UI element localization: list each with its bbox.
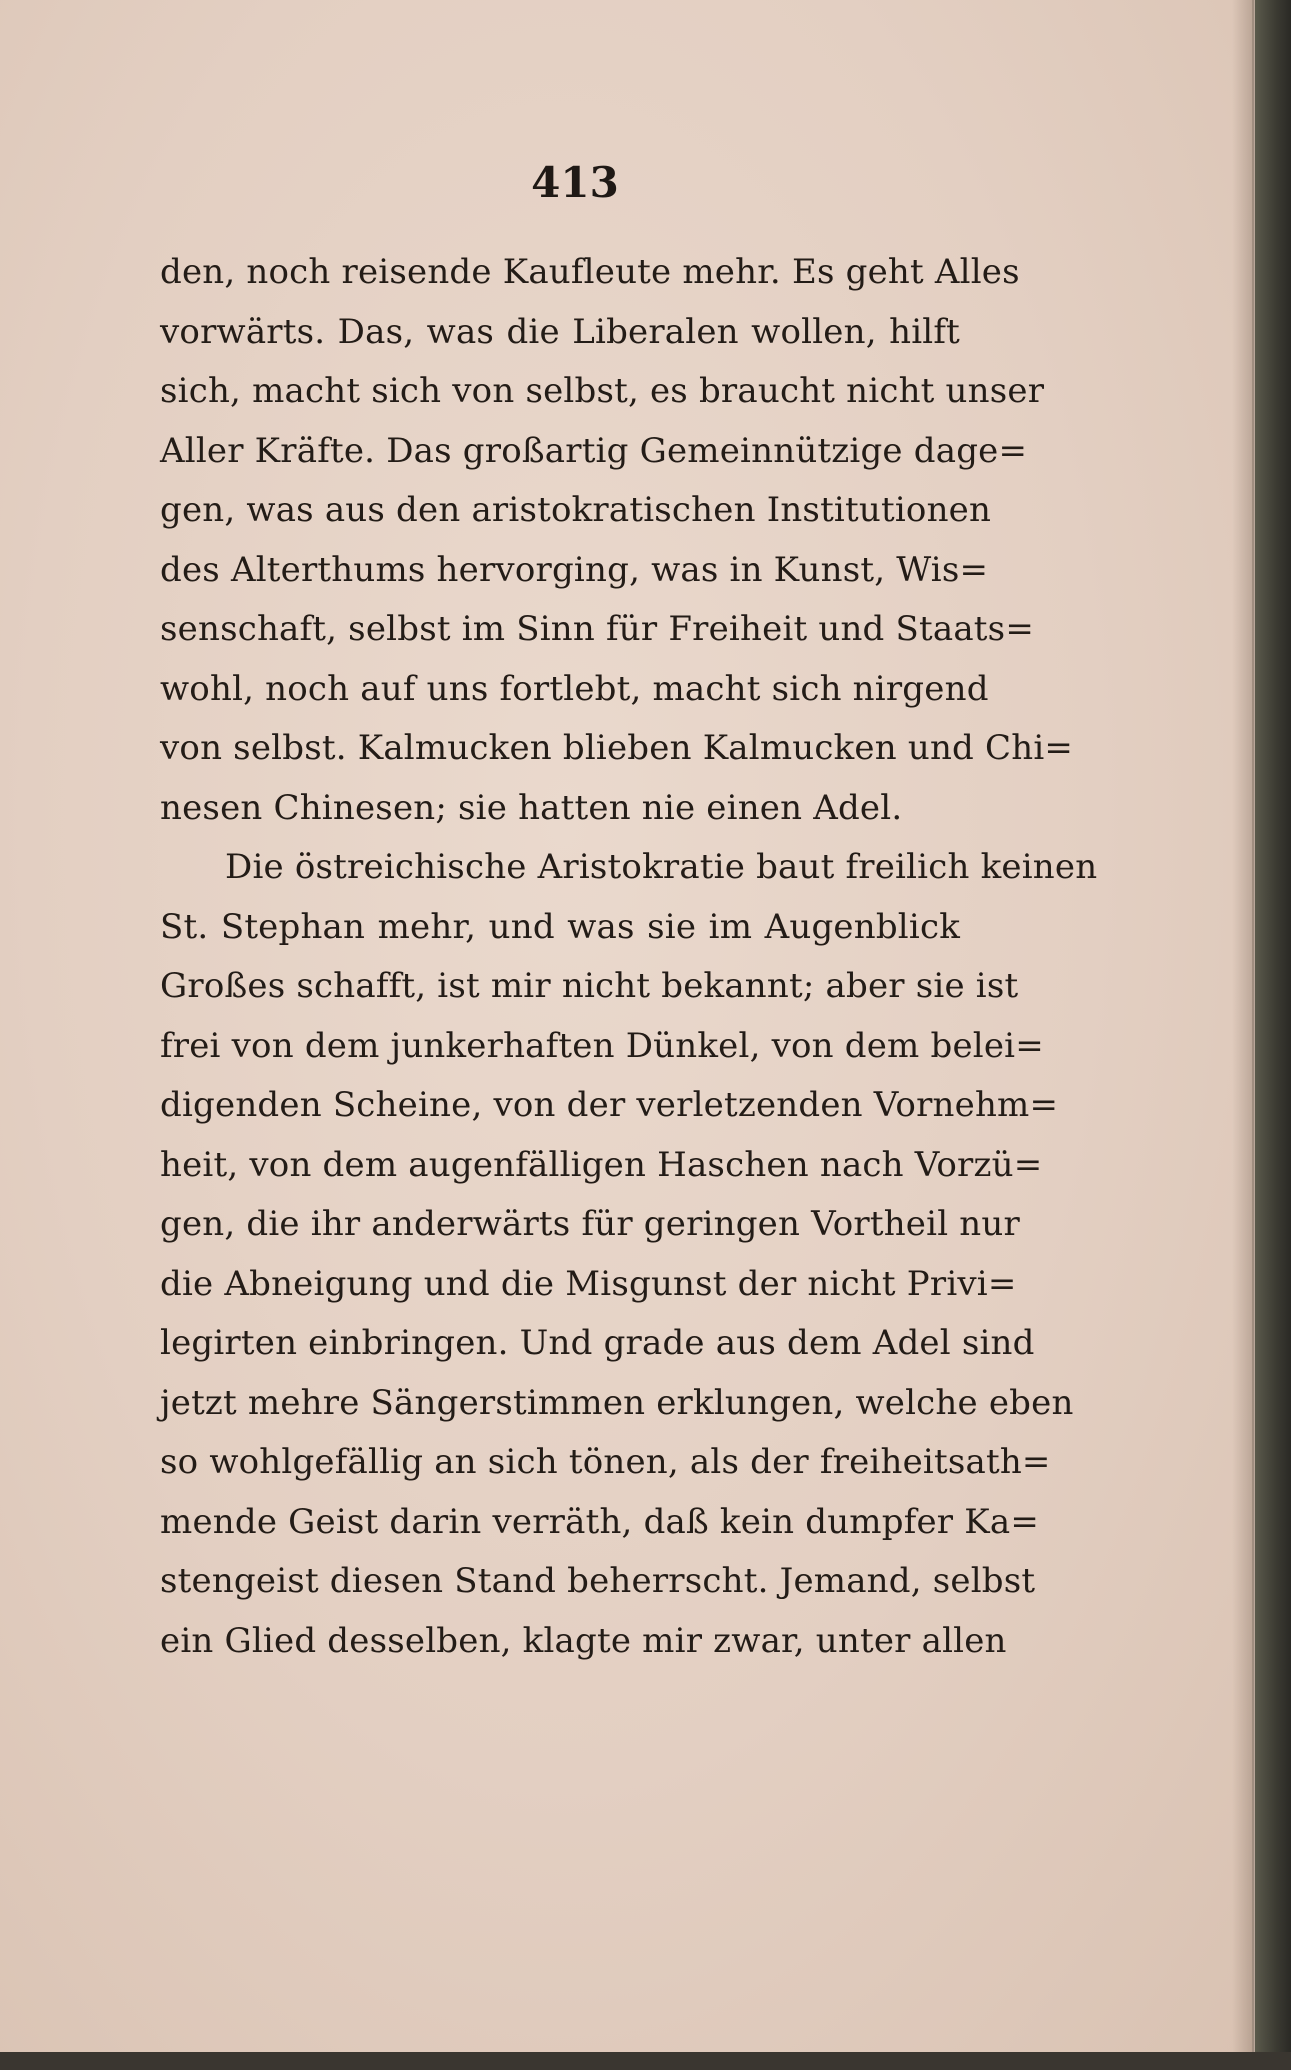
text-line: mende Geist darin verräth, daß kein dumpfer Ka= <box>160 1501 1040 1542</box>
text-line: Aller Kräfte. Das großartig Gemeinnützige dage= <box>160 430 1028 471</box>
text-line: die Abneigung und die Misgunst der nicht Privi= <box>160 1263 1017 1304</box>
text-line: den, noch reisende Kaufleute mehr. Es geht Alles <box>160 252 1020 292</box>
text-line: frei von dem junkerhaften Dünkel, von dem belei= <box>160 1025 1044 1066</box>
text-line: von selbst. Kalmucken blieben Kalmucken und Chi= <box>160 728 1074 768</box>
text-line: so wohlgefällig an sich tönen, als der freiheitsath= <box>160 1442 1051 1482</box>
text-line: legirten einbringen. Und grade aus dem Adel sind <box>160 1323 1035 1363</box>
text-line: sich, macht sich von selbst, es braucht nicht unser <box>160 371 1045 411</box>
text-line: wohl, noch auf uns fortlebt, macht sich nirgend <box>160 668 989 709</box>
text-line: Großes schafft, ist mir nicht bekannt; aber sie ist <box>160 966 1019 1006</box>
text-line: vorwärts. Das, was die Liberalen wollen, hilft <box>160 311 960 352</box>
text-line: jetzt mehre Sängerstimmen erklungen, welche eben <box>160 1382 1074 1423</box>
text-line: gen, was aus den aristokratischen Institutionen <box>160 490 992 530</box>
page-number: 413 <box>531 158 619 207</box>
text-line: digenden Scheine, von der verletzenden Vornehm= <box>160 1085 1059 1125</box>
text-line: St. Stephan mehr, und was sie im Augenblick <box>160 906 960 947</box>
text-line: senschaft, selbst im Sinn für Freiheit und Staats= <box>160 609 1035 649</box>
text-line: stengeist diesen Stand beherrscht. Jemand, selbst <box>160 1561 1036 1601</box>
text-line: ein Glied desselben, klagte mir zwar, unter allen <box>160 1620 1007 1661</box>
page-edge-shadow <box>1232 0 1254 2052</box>
book-cover-edge <box>1255 0 1291 2070</box>
text-line: des Alterthums hervorging, was in Kunst, Wis= <box>160 549 989 590</box>
body-text <box>160 243 1098 1671</box>
text-line: heit, von dem augenfälligen Haschen nach Vorzü= <box>160 1144 1043 1185</box>
text-line: gen, die ihr anderwärts für geringen Vortheil nur <box>160 1204 1020 1244</box>
scan-bottom-edge <box>0 2052 1291 2070</box>
paragraph-end-line: nesen Chinesen; sie hatten nie einen Adel. <box>160 787 903 828</box>
paragraph-start-line: Die östreichische Aristokratie baut freilich keinen <box>225 847 1098 887</box>
